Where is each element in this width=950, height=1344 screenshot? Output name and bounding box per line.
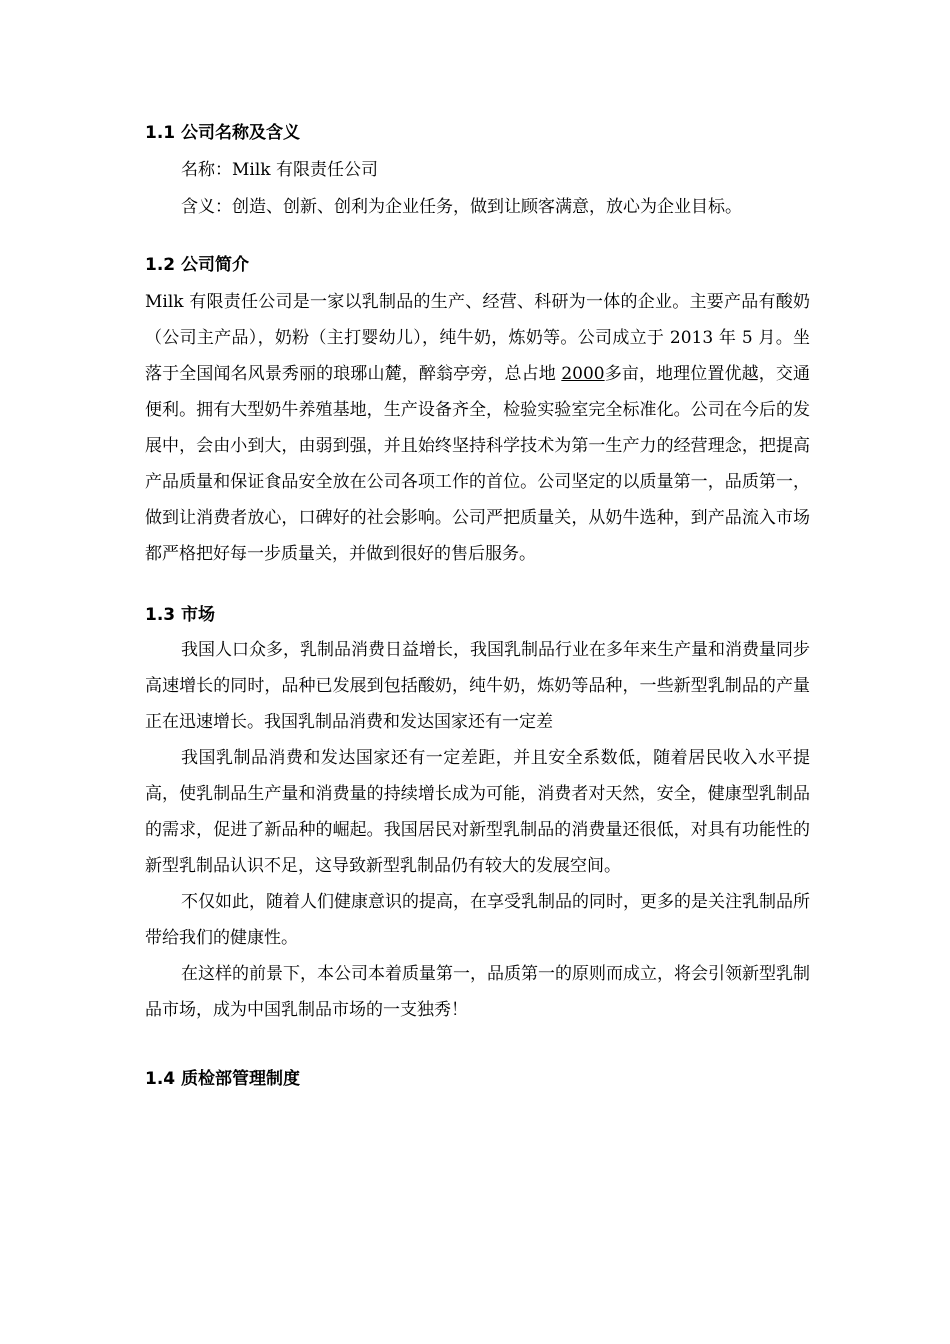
area-number: 2000 xyxy=(561,364,605,384)
section-market xyxy=(145,600,810,1028)
company-intro-paragraph xyxy=(145,284,810,572)
market-paragraph-4: 在这样的前景下，本公司本着质量第一，品质第一的原则而成立，将会引领新型乳制品市场，成为中国乳制品市场的一支独秀！ xyxy=(145,964,810,1020)
company-name-line: 名称：Milk 有限责任公司 xyxy=(181,160,378,180)
section-qc-management xyxy=(145,1064,810,1094)
section-company-intro xyxy=(145,250,810,572)
section-heading-1-2: 1.2 公司简介 xyxy=(145,255,250,275)
market-paragraph-3: 不仅如此，随着人们健康意识的提高，在享受乳制品的同时，更多的是关注乳制品所带给我们的健康性。 xyxy=(145,892,810,948)
intro-text-part-1: Milk 有限责任公司是一家以乳制品的生产、经营、科研为一体的企业。主要产品有酸奶（公司主产品），奶粉（主打婴幼儿），纯牛奶，炼奶等。公司成立于 2013 年 5 月。坐落于全国闻名风景秀丽的琅琊山麓，醉翁亭旁，总占地 xyxy=(145,292,810,384)
company-meaning-line: 含义：创造、创新、创利为企业任务，做到让顾客满意，放心为企业目标。 xyxy=(181,197,742,217)
document-body xyxy=(145,118,810,1094)
section-heading-1-3: 1.3 市场 xyxy=(145,605,216,625)
intro-text-part-2: 多亩，地理位置优越，交通便利。拥有大型奶牛养殖基地，生产设备齐全，检验实验室完全标准化。公司在今后的发展中，会由小到大，由弱到强，并且始终坚持科学技术为第一生产力的经营理念，把提高产品质量和保证食品安全放在公司各项工作的首位。公司坚定的以质量第一，品质第一，做到让消费者放心，口碑好的社会影响。公司严把质量关，从奶牛选种，到产品流入市场都严格把好每一步质量关，并做到很好的售后服务。 xyxy=(145,364,810,564)
section-heading-1-1: 1.1 公司名称及含义 xyxy=(145,123,301,143)
section-heading-1-4: 1.4 质检部管理制度 xyxy=(145,1069,301,1089)
market-paragraph-2: 我国乳制品消费和发达国家还有一定差距，并且安全系数低，随着居民收入水平提高，使乳制品生产量和消费量的持续增长成为可能，消费者对天然，安全，健康型乳制品的需求，促进了新品种的崛起。我国居民对新型乳制品的消费量还很低，对具有功能性的新型乳制品认识不足，这导致新型乳制品仍有较大的发展空间。 xyxy=(145,748,810,876)
section-company-name xyxy=(145,118,810,227)
market-paragraph-1: 我国人口众多，乳制品消费日益增长，我国乳制品行业在多年来生产量和消费量同步高速增长的同时，品种已发展到包括酸奶，纯牛奶，炼奶等品种，一些新型乳制品的产量正在迅速增长。我国乳制品消费和发达国家还有一定差 xyxy=(145,640,810,732)
